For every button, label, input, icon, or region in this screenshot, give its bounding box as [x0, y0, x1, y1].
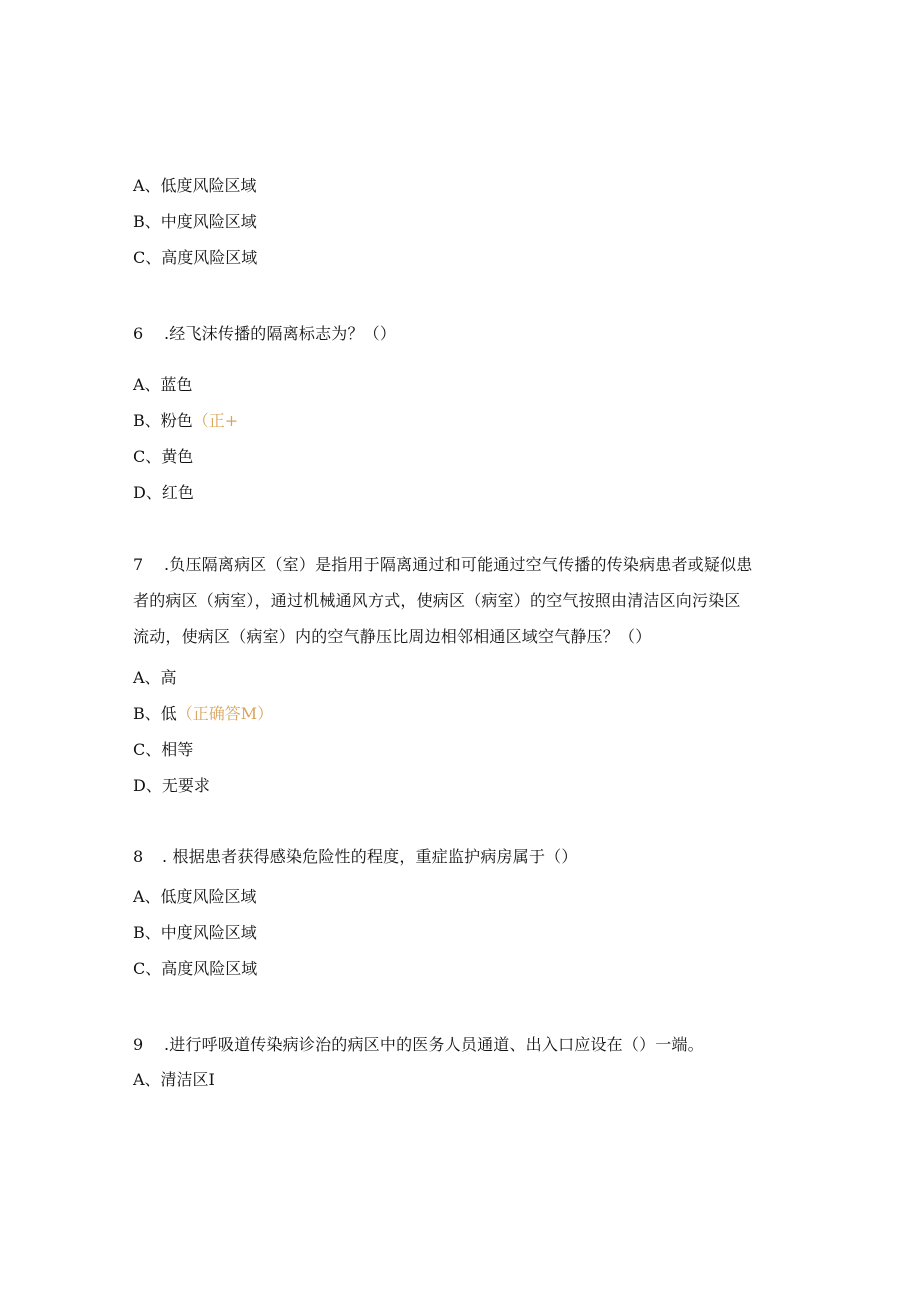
q5-option-c: C、高度风险区域 — [133, 248, 258, 267]
q6-option-b-text: B、粉色 — [133, 411, 193, 430]
question-8 — [133, 847, 578, 867]
question-7-text-1: .负压隔离病区（室）是指用于隔离通过和可能通过空气传播的传染病患者或疑似患 — [163, 555, 753, 574]
question-7-line-2: 者的病区（病室），通过机械通风方式，使病区（病室）的空气按照由清洁区向污染区 — [133, 591, 741, 610]
q8-option-c: C、高度风险区域 — [133, 959, 258, 978]
question-7-line-3: 流动，使病区（病室）内的空气静压比周边相邻相通区域空气静压？（） — [133, 627, 652, 646]
q9-option-a: A、清洁区I — [133, 1070, 215, 1089]
q7-option-d — [133, 776, 210, 796]
question-7-number: 7 — [133, 555, 144, 574]
question-6-number: 6 — [133, 324, 144, 343]
q7-option-b — [133, 704, 273, 724]
q5-option-a: A、低度风险区域 — [133, 176, 257, 195]
q7-option-b-text: B、低 — [133, 704, 177, 723]
q6-option-a — [133, 375, 193, 395]
q6-answer-mark: （正+ — [192, 411, 239, 430]
q8-option-b: B、中度风险区域 — [133, 923, 257, 942]
q7-option-c — [133, 740, 193, 760]
question-9-number: 9 — [133, 1035, 144, 1054]
q7-option-a-text: A、高 — [133, 668, 177, 687]
question-8-text: . 根据患者获得感染危险性的程度，重症监护病房属于（） — [161, 847, 578, 866]
q8-option-a: A、低度风险区域 — [133, 887, 257, 906]
question-9-text: .进行呼吸道传染病诊治的病区中的医务人员通道、出入口应设在（）一端。 — [163, 1035, 704, 1054]
question-9 — [133, 1035, 704, 1055]
question-7-line-1 — [133, 555, 752, 575]
q7-option-a — [133, 668, 177, 688]
q5-option-b: B、中度风险区域 — [133, 212, 257, 231]
q6-option-b — [133, 411, 238, 431]
q6-option-c — [133, 447, 193, 467]
q6-option-a-text: A、蓝色 — [133, 375, 193, 394]
question-6-text: .经飞沫传播的隔离标志为？（） — [163, 324, 397, 343]
question-6 — [133, 324, 396, 344]
question-8-number: 8 — [133, 847, 144, 866]
q7-option-c-text: C、相等 — [133, 740, 194, 759]
q7-option-d-text: D、无要求 — [133, 776, 210, 795]
q6-option-c-text: C、黄色 — [133, 447, 194, 466]
q7-answer-mark: （正确答M） — [176, 704, 274, 723]
q6-option-d-text: D、红色 — [133, 483, 194, 502]
q6-option-d — [133, 483, 194, 503]
